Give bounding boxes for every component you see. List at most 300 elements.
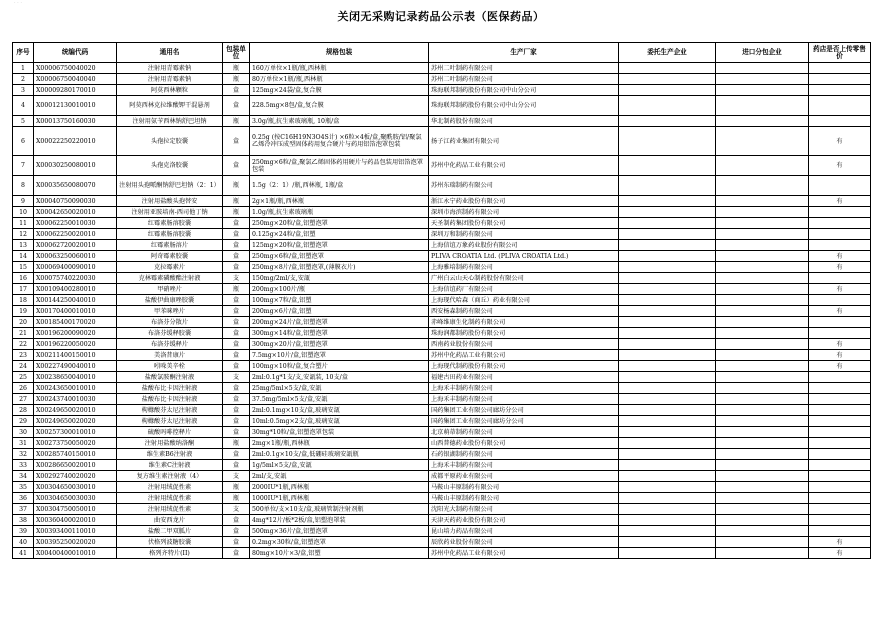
cell-import-packager [716,493,809,504]
cell-unit: 支 [223,471,250,482]
header-cell-code: 统编代码 [34,43,117,63]
cell-spec: 100mg×10粒/盒,复合塑片 [250,361,429,372]
header-cell-index: 序号 [13,43,34,63]
cell-retail-price [809,74,871,85]
cell-code: X00238650040010 [34,372,117,383]
cell-retail-price [809,394,871,405]
cell-contract-manufacturer [619,416,716,427]
cell-import-packager [716,427,809,438]
cell-import-packager [716,504,809,515]
cell-spec: 3.0g/瓶,抗生素玻璃瓶, 10瓶/盒 [250,116,429,127]
cell-name: 甲硝唑片 [117,284,223,295]
cell-spec: 0.125g×24粒/盒,铝塑 [250,229,429,240]
cell-name: 红霉素肠溶胶囊 [117,229,223,240]
cell-import-packager [716,207,809,218]
cell-manufacturer: 上海现代制药股份有限公司 [429,361,619,372]
cell-unit: 盒 [223,295,250,306]
cell-code: X00243650010010 [34,383,117,394]
cell-code: X00013750160030 [34,116,117,127]
cell-retail-price [809,96,871,116]
table-row [13,284,871,295]
table-row [13,328,871,339]
cell-retail-price: 有 [809,548,871,559]
table-row [13,515,871,526]
cell-index: 8 [13,176,34,196]
table-row [13,96,871,116]
cell-unit: 瓶 [223,493,250,504]
cell-retail-price: 有 [809,537,871,548]
cell-spec: 1000IU*1瓶,西林瓶 [250,493,429,504]
cell-code: X00144250040010 [34,295,117,306]
cell-retail-price [809,63,871,74]
cell-manufacturer: 苏州二叶制药有限公司 [429,74,619,85]
cell-name: 硫酸吗啡控释片 [117,427,223,438]
cell-code: X00304650030030 [34,493,117,504]
cell-unit: 瓶 [223,196,250,207]
cell-name: 甲苯咪唑片 [117,306,223,317]
cell-index: 28 [13,405,34,416]
cell-code: X00185400170020 [34,317,117,328]
cell-retail-price [809,328,871,339]
cell-spec: 80mg×10片×3/盒,铝塑 [250,548,429,559]
cell-name: 红霉素肠溶片 [117,240,223,251]
table-row [13,548,871,559]
cell-unit: 瓶 [223,482,250,493]
table-row [13,207,871,218]
cell-manufacturer: 国药集团工业有限公司廊坊分公司 [429,405,619,416]
cell-retail-price: 有 [809,156,871,176]
table-row [13,471,871,482]
cell-name: 注射用亚胺培南-西司他丁钠 [117,207,223,218]
cell-retail-price [809,471,871,482]
header-cell-spec: 规格包装 [250,43,429,63]
table-row [13,74,871,85]
cell-spec: 2g×1瓶/瓶,西林瓶 [250,196,429,207]
cell-index: 33 [13,460,34,471]
cell-spec: 160万单位×1瓶/瓶,西林瓶 [250,63,429,74]
cell-code: X00040750090030 [34,196,117,207]
cell-contract-manufacturer [619,284,716,295]
cell-import-packager [716,273,809,284]
cell-unit: 盒 [223,361,250,372]
cell-index: 16 [13,273,34,284]
header-cell-contract-manufacturer: 委托生产企业 [619,43,716,63]
cell-spec: 2ml:0.1g*1支/支,安瓿装, 10支/盒 [250,372,429,383]
cell-name: 美洛昔康片 [117,350,223,361]
cell-name: 枸橼酸芬太尼注射液 [117,405,223,416]
cell-retail-price: 有 [809,361,871,372]
cell-index: 12 [13,229,34,240]
cell-contract-manufacturer [619,229,716,240]
cell-name: 盐酸伊曲康唑胶囊 [117,295,223,306]
table-row [13,361,871,372]
header-cell-retail-price: 药店是否上传零售价 [809,43,871,63]
cell-unit: 盒 [223,460,250,471]
cell-manufacturer: 国药集团工业有限公司廊坊分公司 [429,416,619,427]
cell-unit: 盒 [223,350,250,361]
cell-index: 21 [13,328,34,339]
cell-unit: 盒 [223,427,250,438]
cell-manufacturer: 珠海联邦制药股份有限公司中山分公司 [429,96,619,116]
cell-code: X00196200090020 [34,328,117,339]
cell-retail-price [809,85,871,96]
cell-index: 19 [13,306,34,317]
cell-contract-manufacturer [619,526,716,537]
cell-manufacturer: 赤峰维康生化制药有限公司 [429,317,619,328]
cell-retail-price: 有 [809,350,871,361]
cell-spec: 30mg*10粒/盒,铝塑泡罩包装 [250,427,429,438]
cell-contract-manufacturer [619,63,716,74]
cell-index: 36 [13,493,34,504]
cell-import-packager [716,96,809,116]
cell-unit: 盒 [223,339,250,350]
cell-name: 注射用头孢哌酮钠舒巴坦钠（2：1） [117,176,223,196]
cell-code: X00285740150010 [34,449,117,460]
cell-retail-price [809,515,871,526]
cell-retail-price [809,405,871,416]
table-row [13,116,871,127]
cell-code: X00360400020010 [34,515,117,526]
cell-contract-manufacturer [619,295,716,306]
cell-contract-manufacturer [619,427,716,438]
cell-index: 11 [13,218,34,229]
cell-manufacturer: 天圣制药集团股份有限公司 [429,218,619,229]
cell-manufacturer: 辰欣药业股份有限公司 [429,537,619,548]
cell-code: X00022250220010 [34,127,117,156]
cell-contract-manufacturer [619,361,716,372]
table-row [13,295,871,306]
table-row [13,493,871,504]
table-row [13,85,871,96]
cell-retail-price: 有 [809,127,871,156]
cell-spec: 228.5mg×8包/盒,复合膜 [250,96,429,116]
table-row [13,460,871,471]
cell-name: 注射用绒促性素 [117,504,223,515]
cell-index: 23 [13,350,34,361]
cell-unit: 盒 [223,405,250,416]
cell-unit: 瓶 [223,284,250,295]
cell-unit: 盒 [223,262,250,273]
cell-index: 22 [13,339,34,350]
cell-contract-manufacturer [619,339,716,350]
cell-code: X00257300010010 [34,427,117,438]
cell-unit: 支 [223,372,250,383]
cell-manufacturer: 北京萌蒂制药有限公司 [429,427,619,438]
cell-retail-price: 有 [809,251,871,262]
cell-unit: 瓶 [223,438,250,449]
cell-manufacturer: 西南药业股份有限公司 [429,339,619,350]
cell-name: 枸橼酸芬太尼注射液 [117,416,223,427]
cell-index: 17 [13,284,34,295]
header-cell-manufacturer: 生产厂家 [429,43,619,63]
cell-name: 伏格列波糖胶囊 [117,537,223,548]
cell-import-packager [716,405,809,416]
cell-manufacturer: 沈阳光大制药有限公司 [429,504,619,515]
cell-manufacturer: 上海信谊万象药业股份有限公司 [429,240,619,251]
cell-unit: 盒 [223,251,250,262]
cell-index: 13 [13,240,34,251]
cell-spec: 0.25g (按C16H19N3O4S计) ×6粒×4板/盒,聚酰胺/铝/聚氯乙烯冷冲压成型固体药用复合硬片与药用铝箔泡罩包装 [250,127,429,156]
cell-retail-price [809,295,871,306]
cell-contract-manufacturer [619,96,716,116]
cell-import-packager [716,372,809,383]
cell-name: 盐酸布比卡因注射液 [117,383,223,394]
cell-name: 吲哚美辛栓 [117,361,223,372]
cell-manufacturer: 成都平原药业有限公司 [429,471,619,482]
table-body [13,63,871,559]
cell-code: X00292740020020 [34,471,117,482]
cell-retail-price: 有 [809,339,871,350]
cell-import-packager [716,383,809,394]
cell-name: 注射用盐酸头孢替安 [117,196,223,207]
cell-import-packager [716,460,809,471]
cell-manufacturer: 广州白云山天心制药股份有限公司 [429,273,619,284]
cell-code: X00009280170010 [34,85,117,96]
cell-spec: 500mg×36片/盒,铝塑泡罩 [250,526,429,537]
cell-contract-manufacturer [619,504,716,515]
cell-spec: 200mg×6片/盒,铝塑 [250,306,429,317]
cell-unit: 盒 [223,85,250,96]
cell-code: X00012130010010 [34,96,117,116]
cell-code: X00243740010030 [34,394,117,405]
cell-spec: 80万单位×1瓶/瓶,西林瓶 [250,74,429,85]
cell-unit: 支 [223,504,250,515]
table-row [13,438,871,449]
cell-index: 35 [13,482,34,493]
cell-manufacturer: PLIVA CROATIA Ltd. (PLIVA CROATIA Ltd.) [429,251,619,262]
cell-contract-manufacturer [619,482,716,493]
table-row [13,240,871,251]
cell-unit: 瓶 [223,63,250,74]
cell-unit: 盒 [223,127,250,156]
cell-index: 39 [13,526,34,537]
cell-name: 曲安西龙片 [117,515,223,526]
cell-manufacturer: 山西普德药业股份有限公司 [429,438,619,449]
cell-unit: 盒 [223,229,250,240]
cell-code: X00249650020010 [34,405,117,416]
cell-contract-manufacturer [619,74,716,85]
cell-index: 38 [13,515,34,526]
cell-code: X00006750040020 [34,63,117,74]
cell-spec: 2ml/支,安瓿 [250,471,429,482]
cell-import-packager [716,127,809,156]
cell-code: X00109400280010 [34,284,117,295]
cell-spec: 150mg/2ml/支,安瓿 [250,273,429,284]
cell-unit: 盒 [223,317,250,328]
cell-index: 31 [13,438,34,449]
cell-import-packager [716,156,809,176]
cell-spec: 500单位/支×10支/盒,玻璃管制注射剂瓶 [250,504,429,515]
cell-retail-price [809,427,871,438]
cell-manufacturer: 上海禾丰制药有限公司 [429,383,619,394]
cell-code: X00063250060010 [34,251,117,262]
cell-contract-manufacturer [619,306,716,317]
cell-index: 4 [13,96,34,116]
cell-code: X00170400010010 [34,306,117,317]
cell-retail-price [809,372,871,383]
table-row [13,196,871,207]
cell-contract-manufacturer [619,460,716,471]
cell-spec: 4mg*12片/板*2板/盒,铝塑泡罩装 [250,515,429,526]
cell-manufacturer: 扬子江药业集团有限公司 [429,127,619,156]
cell-name: 复方维生素注射液（4） [117,471,223,482]
table-row [13,537,871,548]
cell-unit: 盒 [223,515,250,526]
cell-spec: 100mg×7粒/盒,铝塑 [250,295,429,306]
cell-code: X00395250020020 [34,537,117,548]
cell-code: X00286650020010 [34,460,117,471]
cell-retail-price [809,416,871,427]
cell-index: 40 [13,537,34,548]
table-row [13,262,871,273]
cell-unit: 瓶 [223,176,250,196]
cell-contract-manufacturer [619,156,716,176]
cell-import-packager [716,116,809,127]
cell-code: X00400400010010 [34,548,117,559]
table-row [13,63,871,74]
cell-retail-price [809,207,871,218]
table-row [13,251,871,262]
cell-contract-manufacturer [619,383,716,394]
cell-contract-manufacturer [619,394,716,405]
cell-manufacturer: 苏州中化药品工业有限公司 [429,548,619,559]
cell-import-packager [716,416,809,427]
cell-contract-manufacturer [619,251,716,262]
cell-code: X00030250080010 [34,156,117,176]
cell-index: 1 [13,63,34,74]
drug-table [12,42,871,559]
cell-name: 阿莫西林颗粒 [117,85,223,96]
cell-index: 10 [13,207,34,218]
cell-code: X00393400110010 [34,526,117,537]
cell-unit: 盒 [223,306,250,317]
cell-unit: 盒 [223,156,250,176]
cell-code: X00211400150010 [34,350,117,361]
cell-import-packager [716,350,809,361]
cell-name: 注射用绒促性素 [117,482,223,493]
table-row [13,427,871,438]
cell-manufacturer: 华北制药股份有限公司 [429,116,619,127]
cell-retail-price [809,273,871,284]
cell-manufacturer: 苏州中化药品工业有限公司 [429,156,619,176]
cell-retail-price [809,176,871,196]
cell-contract-manufacturer [619,240,716,251]
cell-index: 24 [13,361,34,372]
cell-name: 盐酸布比卡因注射液 [117,394,223,405]
cell-unit: 瓶 [223,116,250,127]
cell-contract-manufacturer [619,116,716,127]
cell-spec: 250mg×20粒/盒,铝塑泡罩 [250,218,429,229]
table-row [13,339,871,350]
cell-code: X00042650020010 [34,207,117,218]
cell-code: X00062250010030 [34,218,117,229]
table-row [13,482,871,493]
cell-contract-manufacturer [619,127,716,156]
cell-name: 注射用青霉素钠 [117,63,223,74]
table-row [13,229,871,240]
cell-manufacturer: 上海禾丰制药有限公司 [429,460,619,471]
cell-import-packager [716,361,809,372]
cell-code: X00069400090010 [34,262,117,273]
cell-index: 2 [13,74,34,85]
cell-code: X00273750050020 [34,438,117,449]
header-cell-import-packager: 进口分包企业 [716,43,809,63]
cell-spec: 300mg×14粒/盒,铝塑泡罩 [250,328,429,339]
cell-unit: 盒 [223,328,250,339]
cell-unit: 支 [223,273,250,284]
cell-import-packager [716,284,809,295]
cell-unit: 盒 [223,218,250,229]
cell-manufacturer: 深圳万和制药有限公司 [429,229,619,240]
cell-retail-price [809,240,871,251]
header-row [13,43,871,63]
cell-manufacturer: 福建古田药业有限公司 [429,372,619,383]
cell-name: 阿莫西林克拉维酸钾干混悬剂 [117,96,223,116]
cell-name: 维生素B6注射液 [117,449,223,460]
cell-spec: 2ml:0.1g×10支/盒,低硼硅玻璃安瓿瓶 [250,449,429,460]
cell-spec: 250mg×6粒/盒,聚氯乙烯固体药用硬片与药品包装用铝箔泡罩包装 [250,156,429,176]
cell-contract-manufacturer [619,515,716,526]
cell-retail-price: 有 [809,306,871,317]
header-cell-name: 通用名 [117,43,223,63]
header-cell-unit: 包装单位 [223,43,250,63]
cell-manufacturer: 苏州中化药品工业有限公司 [429,350,619,361]
cell-spec: 2000IU*1瓶,西林瓶 [250,482,429,493]
cell-contract-manufacturer [619,350,716,361]
table-row [13,526,871,537]
cell-import-packager [716,515,809,526]
cell-import-packager [716,262,809,273]
cell-name: 克林霉素磷酸酯注射液 [117,273,223,284]
cell-unit: 瓶 [223,74,250,85]
cell-retail-price: 有 [809,196,871,207]
cell-manufacturer: 西安杨森制药有限公司 [429,306,619,317]
cell-contract-manufacturer [619,471,716,482]
cell-unit: 盒 [223,548,250,559]
cell-spec: 1.5g（2：1）/瓶,西林瓶, 1瓶/盒 [250,176,429,196]
cell-spec: 10ml:0.5mg×2支/盒,玻璃安瓿 [250,416,429,427]
cell-unit: 盒 [223,240,250,251]
cell-code: X00304650030010 [34,482,117,493]
corner-mark: · · · [14,0,22,6]
cell-contract-manufacturer [619,176,716,196]
cell-retail-price [809,482,871,493]
cell-import-packager [716,229,809,240]
table-row [13,156,871,176]
cell-index: 37 [13,504,34,515]
cell-name: 注射用青霉素钠 [117,74,223,85]
cell-unit: 瓶 [223,207,250,218]
cell-import-packager [716,548,809,559]
cell-contract-manufacturer [619,493,716,504]
cell-retail-price [809,218,871,229]
cell-code: X00304750050010 [34,504,117,515]
cell-spec: 25mg/5ml×5支/盒,安瓿 [250,383,429,394]
cell-code: X00227490040010 [34,361,117,372]
cell-contract-manufacturer [619,262,716,273]
cell-contract-manufacturer [619,438,716,449]
cell-index: 9 [13,196,34,207]
cell-index: 14 [13,251,34,262]
cell-index: 15 [13,262,34,273]
cell-contract-manufacturer [619,207,716,218]
cell-index: 41 [13,548,34,559]
cell-manufacturer: 昆山培力药品有限公司 [429,526,619,537]
cell-retail-price [809,449,871,460]
cell-retail-price [809,504,871,515]
cell-contract-manufacturer [619,548,716,559]
cell-manufacturer: 苏州东瑞制药有限公司 [429,176,619,196]
